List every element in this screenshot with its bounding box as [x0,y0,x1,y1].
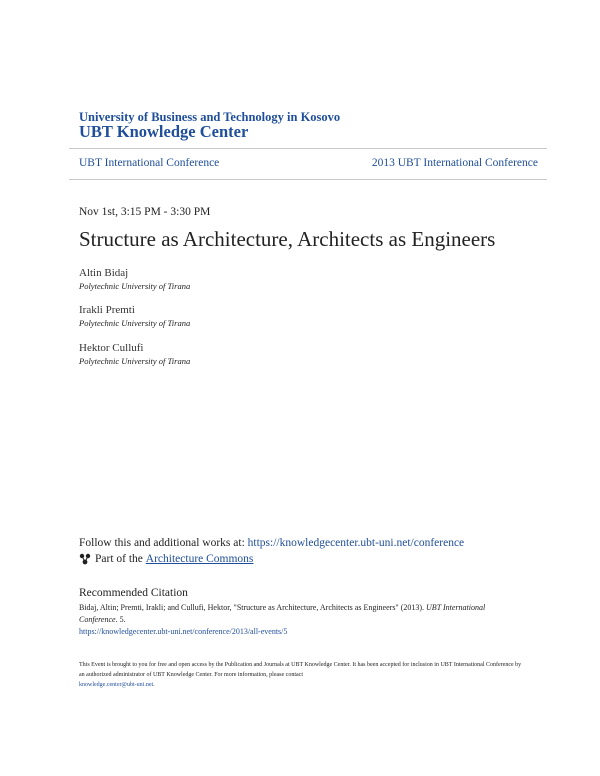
notice-text: This Event is brought to you for free and open access by the Publication and Journals at UBT Knowledge Center. It has been accepted for inclusion in UBT International Conference by an authorized administrator of UBT Knowledge Center. For more information, please contact [79,662,522,678]
recommended-citation-heading: Recommended Citation [79,587,188,599]
author-name: Altin Bidaj [79,267,129,279]
network-icon [79,553,91,565]
breadcrumb-conference-year[interactable]: 2013 UBT International Conference [371,157,538,169]
author-name: Irakli Premti [79,304,135,316]
follow-prefix: Follow this and additional works at: [79,537,248,549]
author-affiliation: Polytechnic University of Tirana [79,356,191,366]
contact-email-link[interactable]: knowledge.center@ubt-uni.net [79,682,154,688]
part-of-line [79,553,253,565]
citation-tail: . 5. [115,615,126,624]
site-name[interactable]: UBT Knowledge Center [79,122,249,141]
author-affiliation: Polytechnic University of Tirana [79,281,191,291]
event-title: Structure as Architecture, Architects as Engineers [79,227,496,251]
part-of-prefix: Part of the [95,553,143,565]
author-affiliation: Polytechnic University of Tirana [79,318,191,328]
access-notice [79,660,524,690]
conference-url-link[interactable]: https://knowledgecenter.ubt-uni.net/conference [247,537,465,549]
recommended-citation-text [79,602,524,638]
author-name: Hektor Cullufi [79,342,144,354]
citation-source: UBT International Conference [79,603,486,624]
architecture-commons-link[interactable]: Architecture Commons [145,553,254,565]
event-time: Nov 1st, 3:15 PM - 3:30 PM [79,206,211,218]
institution-name[interactable]: University of Business and Technology in Kosovo [79,110,341,124]
follow-line [79,537,464,549]
notice-tail: . [153,682,155,688]
citation-url-link[interactable]: https://knowledgecenter.ubt-uni.net/conference/2013/all-events/5 [79,627,288,636]
breadcrumb-conference[interactable]: UBT International Conference [79,157,220,169]
header-divider-bottom [69,179,547,180]
citation-text: Bidaj, Altin; Premti, Irakli; and Cullufi, Hektor, "Structure as Architecture, Architects as Engineers" (2013). [79,603,427,612]
header-divider-top [69,148,547,149]
